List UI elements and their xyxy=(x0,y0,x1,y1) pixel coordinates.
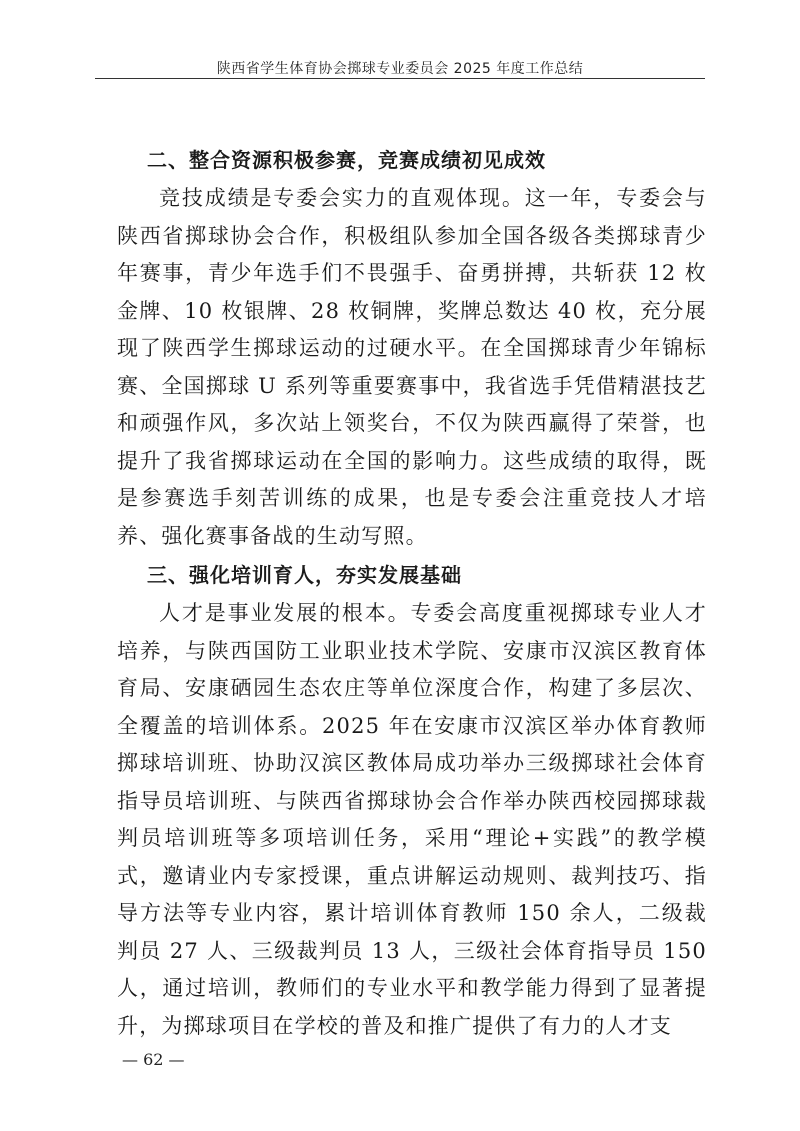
page-number: — 62 — xyxy=(122,1050,185,1069)
section-heading-3: 三、强化培训育人，夯实发展基础 xyxy=(147,563,462,587)
header-rule xyxy=(95,78,705,79)
running-header: 陕西省学生体育协会掷球专业委员会 2025 年度工作总结 xyxy=(216,61,584,77)
section-heading-2: 二、整合资源积极参赛，竞赛成绩初见成效 xyxy=(147,148,546,172)
document-body xyxy=(117,140,707,1045)
section-paragraph-3: 人才是事业发展的根本。专委会高度重视掷球专业人才培养，与陕西国防工业职业技术学院、安康市汉滨区教育体育局、安康硒园生态农庄等单位深度合作，构建了多层次、全覆盖的培训体系。2025 年在安康市汉滨区举办体育教师掷球培训班、协助汉滨区教体局成功举办三级掷球社会体育指导员培训班、与陕西省掷球协会合作举办陕西校园掷球裁判员培训班等多项培训任务，采用“理论+实践”的教学模式，邀请业内专家授课，重点讲解运动规则、裁判技巧、指导方法等专业内容，累计培训体育教师 150 余人，二级裁判员 27 人、三级裁判员 13 人，三级社会体育指导员 150 人，通过培训，教师们的专业水平和教学能力得到了显著提升，为掷球项目在学校的普及和推广提供了有力的人才支 xyxy=(117,601,707,1038)
section-paragraph-2: 竞技成绩是专委会实力的直观体现。这一年，专委会与陕西省掷球协会合作，积极组队参加全国各级各类掷球青少年赛事，青少年选手们不畏强手、奋勇拼搏，共斩获 12 枚金牌、10 枚银牌、28 枚铜牌，奖牌总数达 40 枚，充分展现了陕西学生掷球运动的过硬水平。在全国掷球青少年锦标赛、全国掷球 U 系列等重要赛事中，我省选手凭借精湛技艺和顽强作风，多次站上领奖台，不仅为陕西赢得了荣誉，也提升了我省掷球运动在全国的影响力。这些成绩的取得，既是参赛选手刻苦训练的成果，也是专委会注重竞技人才培养、强化赛事备战的生动写照。 xyxy=(117,186,707,548)
